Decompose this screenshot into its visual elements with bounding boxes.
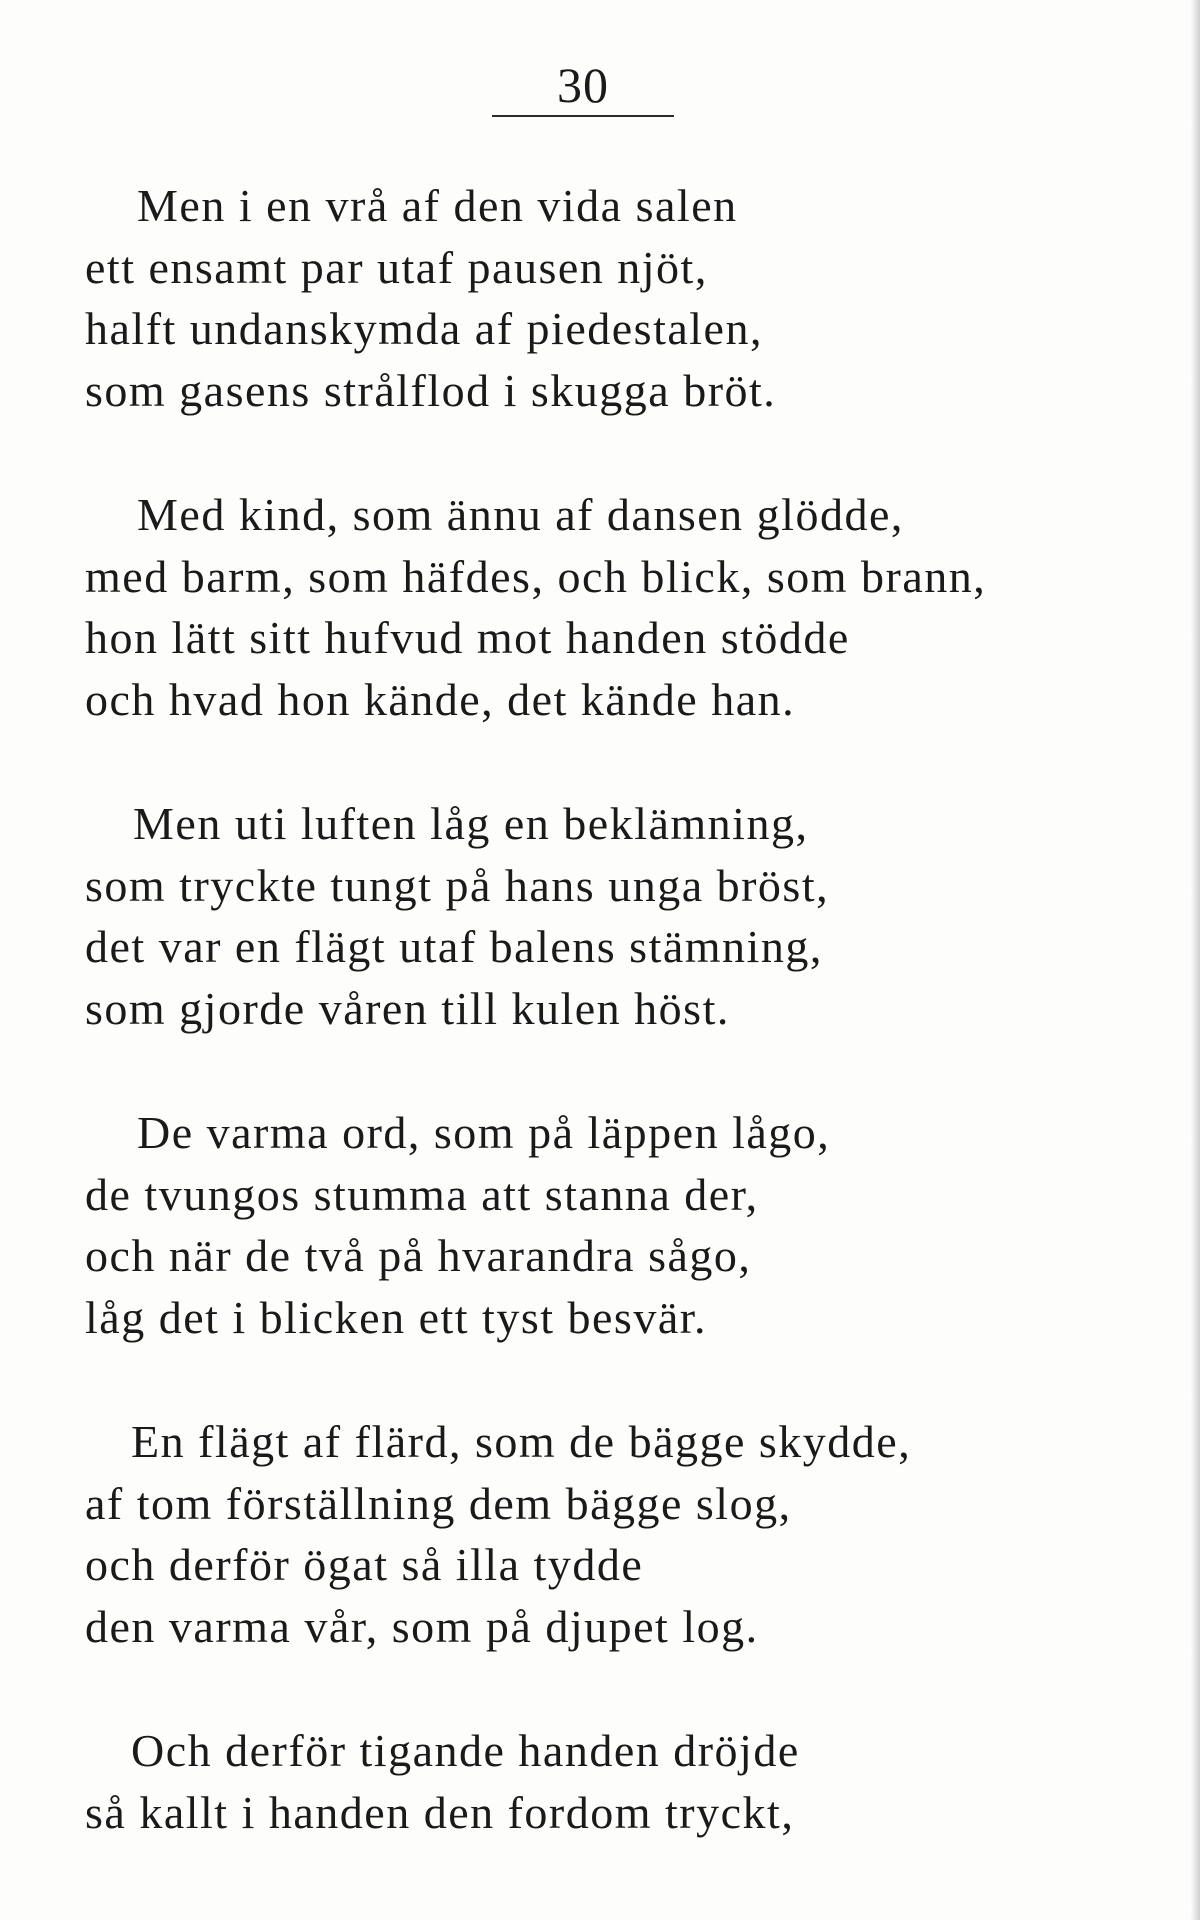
poem-line: låg det i blicken ett tyst besvär. [85,1291,708,1343]
scan-edge-shadow [1190,0,1200,1920]
poem-line: så kallt i handen den fordom tryckt, [85,1786,795,1838]
poem-line: En flägt af flärd, som de bägge skydde, [131,1416,912,1467]
page-number-rule [492,115,674,117]
poem-line: Med kind, som ännu af dansen glödde, [137,489,904,540]
poem-line: som tryckte tungt på hans unga bröst, [85,859,830,911]
stanza-1 [85,175,1165,421]
stanza-5 [85,1411,1165,1657]
poem-line: De varma ord, som på läppen lågo, [137,1107,831,1158]
poem-line: den varma vår, som på djupet log. [85,1600,759,1652]
poem-line: ett ensamt par utaf pausen njöt, [85,241,708,293]
poem-line: de tvungos stumma att stanna der, [85,1168,759,1220]
poem-text [85,175,1165,1906]
poem-line: Och derför tigande handen dröjde [131,1725,800,1776]
poem-line: hon lätt sitt hufvud mot handen stödde [85,612,850,663]
stanza-3 [85,793,1165,1039]
stanza-6 [85,1720,1165,1843]
poem-line: af tom förställning dem bägge slog, [85,1477,792,1529]
poem-line: som gasens strålflod i skugga bröt. [85,364,777,416]
stanza-2 [85,484,1165,730]
poem-line: och när de två på hvarandra sågo, [85,1230,752,1281]
poem-line: det var en flägt utaf balens stämning, [85,921,823,972]
poem-line: Men i en vrå af den vida salen [137,180,738,231]
poem-line: med barm, som häfdes, och blick, som brann, [85,550,987,602]
poem-line: och derför ögat så illa tydde [85,1539,644,1590]
poem-line: halft undanskymda af piedestalen, [85,303,763,354]
poem-line: och hvad hon kände, det kände han. [85,673,796,725]
poem-line: Men uti luften låg en beklämning, [133,798,809,849]
poem-line: som gjorde våren till kulen höst. [85,982,730,1034]
page-number: 30 [557,57,609,113]
stanza-4 [85,1102,1165,1348]
